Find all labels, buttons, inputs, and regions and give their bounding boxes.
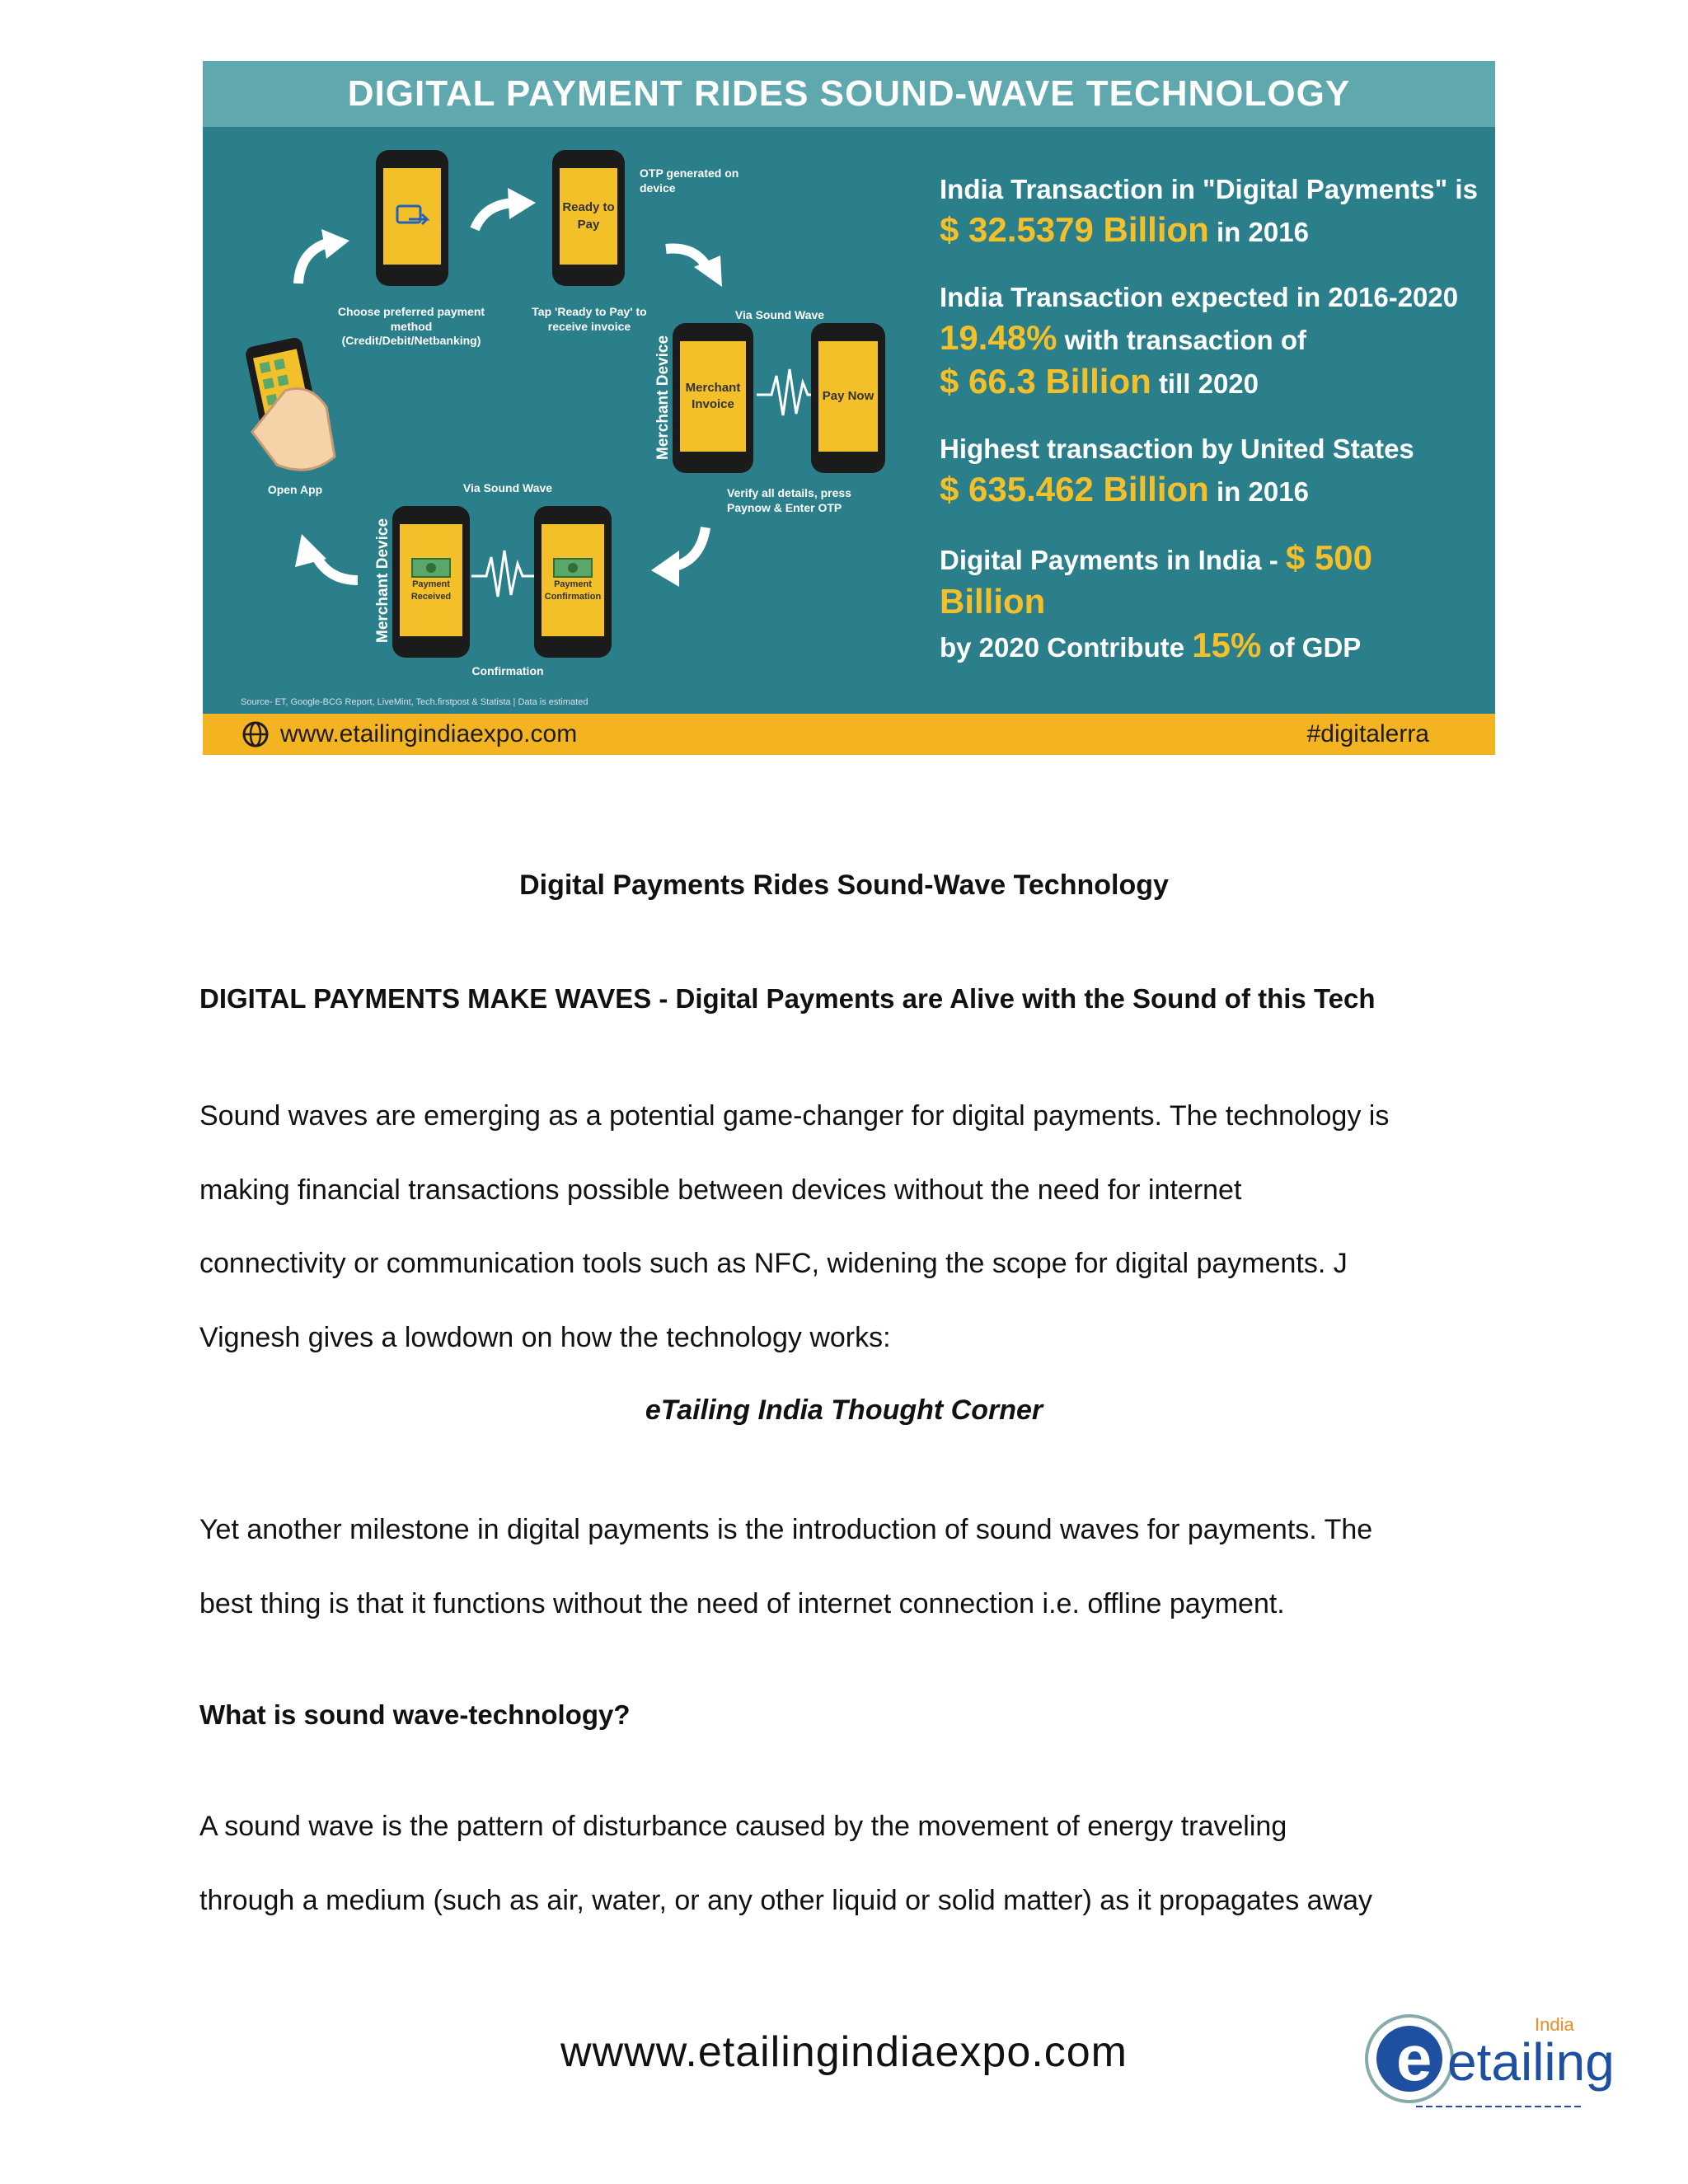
sound-wave-icon — [471, 547, 537, 605]
hand-phone-icon — [236, 333, 351, 481]
text-line: Sound waves are emerging as a potential game-changer for digital payments. The technology is — [199, 1100, 1390, 1132]
document-title: Digital Payments Rides Sound-Wave Technology — [519, 869, 1169, 901]
label-merchant-device-top: Merchant Device — [654, 335, 672, 460]
text-line: A sound wave is the pattern of disturbance caused by the movement of energy traveling — [199, 1811, 1287, 1842]
phone-merchant-invoice — [673, 323, 753, 473]
cash-icon — [410, 557, 452, 579]
caption-via-sound-wave-top: Via Sound Wave — [734, 308, 825, 321]
text-line: connectivity or communication tools such as NFC, widening the scope for digital payments. J — [199, 1248, 1348, 1279]
ready-to-pay-screen: Ready to Pay — [560, 168, 617, 265]
caption-confirmation: Confirmation — [471, 664, 544, 677]
stat-united-states: Highest transaction by United States $ 635.462 Billion in 2016 — [940, 434, 1414, 509]
infographic-title: DIGITAL PAYMENT RIDES SOUND-WAVE TECHNOLOGY — [203, 61, 1495, 127]
arrow-icon — [661, 234, 727, 292]
stat-india-2016: India Transaction in "Digital Payments" is $ 32.5379 Billion in 2016 — [940, 174, 1478, 249]
label-merchant-device-bottom: Merchant Device — [374, 518, 392, 643]
stats-panel — [940, 170, 1484, 693]
footer-website[interactable]: wwww.etailingindiaexpo.com — [560, 2028, 1128, 2076]
caption-via-sound-wave-bottom: Via Sound Wave — [462, 481, 553, 494]
phone-pay-now — [811, 323, 885, 473]
card-icon — [383, 168, 441, 265]
cash-icon — [552, 557, 593, 579]
phone-payment-received — [392, 506, 470, 658]
caption-verify: Verify all details, press Paynow & Enter OTP — [727, 486, 851, 514]
caption-tap-ready: Tap 'Ready to Pay' to receive invoice — [532, 305, 647, 333]
thought-corner: eTailing India Thought Corner — [645, 1394, 1043, 1426]
infographic-footer — [203, 714, 1495, 755]
pay-now-screen: Pay Now — [818, 341, 878, 452]
paragraph-milestone — [199, 1493, 1502, 1641]
stat-gdp: Digital Payments in India - $ 500 Billion by 2020 Contribute 15% of GDP — [940, 538, 1373, 664]
merchant-invoice-screen: Merchant Invoice — [680, 341, 746, 452]
hashtag: #digitalerra — [1306, 720, 1429, 748]
globe-icon — [242, 721, 269, 748]
text-line: best thing is that it functions without the need of internet connection i.e. offline payment. — [199, 1587, 1285, 1619]
stat-india-2020: India Transaction expected in 2016-2020 19.48% with transaction of $ 66.3 Billion till 2020 — [940, 282, 1459, 401]
etailing-logo — [1358, 2001, 1615, 2118]
payment-confirmation-label: Payment Confirmation — [544, 579, 602, 602]
text-line: Vignesh gives a lowdown on how the technology works: — [199, 1321, 891, 1353]
paragraph-definition — [199, 1790, 1502, 1938]
phone-ready-to-pay — [552, 150, 625, 286]
payment-received-label: Payment Received — [410, 579, 452, 602]
arrow-icon — [288, 226, 354, 292]
infographic-website[interactable]: www.etailingindiaexpo.com — [242, 720, 577, 748]
caption-open-app: Open App — [267, 483, 323, 496]
phone-payment-confirmation — [534, 506, 612, 658]
arrow-icon — [468, 185, 537, 234]
caption-otp: OTP generated on device — [640, 166, 739, 194]
source-note: Source- ET, Google-BCG Report, LiveMint, Tech.firstpost & Statista | Data is estimated — [241, 697, 588, 707]
svg-text:India: India — [1535, 2014, 1574, 2035]
arrow-icon — [648, 523, 717, 588]
infographic — [203, 61, 1495, 755]
caption-choose-method: Choose preferred payment method (Credit/Debit/Netbanking) — [337, 305, 485, 347]
text-line: Yet another milestone in digital payments is the introduction of sound waves for payments. The — [199, 1514, 1373, 1545]
paragraph-intro — [199, 1080, 1502, 1375]
arrow-icon — [288, 531, 363, 588]
text-line: through a medium (such as air, water, or any other liquid or solid matter) as it propagates away — [199, 1884, 1373, 1916]
svg-text:e: e — [1396, 2022, 1432, 2094]
heading-make-waves: DIGITAL PAYMENTS MAKE WAVES - Digital Payments are Alive with the Sound of this Tech — [199, 983, 1376, 1014]
payment-received-screen — [400, 524, 462, 636]
text-line: making financial transactions possible between devices without the need for internet — [199, 1174, 1242, 1206]
svg-text:etailing: etailing — [1447, 2032, 1615, 2092]
phone-choose-method — [376, 150, 448, 286]
heading-what-is: What is sound wave-technology? — [199, 1699, 631, 1730]
payment-confirmation-screen — [542, 524, 604, 636]
